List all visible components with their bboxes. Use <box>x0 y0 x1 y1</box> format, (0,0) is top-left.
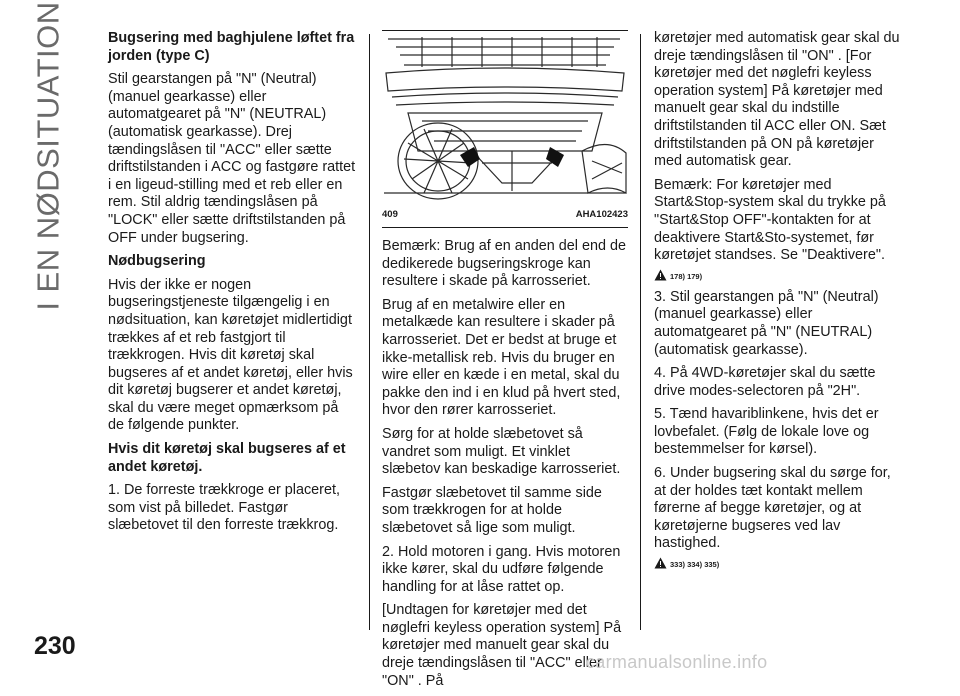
figure-number: 409 <box>382 209 398 221</box>
paragraph: 5. Tænd havariblinkene, hvis det er lovbefalet. (Følg de lokale love og bestemmelser for kørsel). <box>654 406 879 458</box>
paragraph: Sørg for at holde slæbetovet så vandret som muligt. Et vinklet slæbetov kan beskadige karrosseriet. <box>382 425 621 478</box>
column-divider <box>640 34 641 630</box>
warning-reference <box>654 269 904 281</box>
paragraph: [Undtagen for køretøjer med det nøglefri keyless operation system] På køretøjer med manuelt gear skal du dreje tændingslåsen til "ACC" eller "ON" . På <box>382 602 622 689</box>
column-divider <box>369 34 370 630</box>
chapter-tab <box>14 1 84 311</box>
paragraph: 6. Under bugsering skal du sørge for, at der holdes tæt kontakt mellem førerne af begge køretøjer, og at køretøjerne bugseres ved lav hastighed. <box>654 465 891 552</box>
paragraph: Hvis der ikke er nogen bugseringstjeneste tilgængelig i en nødsituation, kan køretøjet midlertidigt trækkes af et reb fastgjort til trækkrogen. Hvis dit køretøj skal bugseres af et andet køretøj, eller hvis dit køretøj bugserer et andet køretøj, skal du være meget opmærksom på de følgende punkter. <box>108 276 353 434</box>
vehicle-front-illustration <box>382 33 628 203</box>
paragraph: 2. Hold motoren i gang. Hvis motoren ikke kører, skal du udføre følgende handling for at låse rattet op. <box>382 543 621 595</box>
paragraph: Brug af en metalwire eller en metalkæde kan resultere i skader på karrosseriet. Det er bedst at bruge et ikke-metallisk reb. Hvis du bruger en wire eller en kæde i en metal, skal du pakke den ind i en klud på hvert sted, hvor den rører karrosseriet. <box>382 296 621 419</box>
heading-rear-wheels-lifted: Bugsering med baghjulene løftet fra jorden (type C) <box>108 30 355 64</box>
towing-hook-figure <box>382 30 628 228</box>
warning-reference <box>654 557 904 569</box>
page-number: 230 <box>34 632 76 660</box>
column-1 <box>108 30 358 541</box>
paragraph: 1. De forreste trækkroge er placeret, som vist på billedet. Fastgør slæbetovet til den forreste trækkrog. <box>108 482 340 534</box>
figure-code: AHA102423 <box>575 209 628 221</box>
warning-triangle-icon <box>654 269 667 281</box>
warning-ref-numbers: 333) 334) 335) <box>670 560 720 570</box>
paragraph: Bemærk: Brug af en anden del end de dedikerede bugseringskroge kan resultere i skade på karrosseriet. <box>382 238 627 290</box>
watermark: carmanualsonline.info <box>586 652 768 672</box>
paragraph: 3. Stil gearstangen på "N" (Neutral) (manuel gearkasse) eller automatgearet på "N" (NEUTRAL) (automatisk gearkasse). <box>654 288 879 358</box>
heading-emergency-towing: Nødbugsering <box>108 253 206 270</box>
warning-ref-numbers: 178) 179) <box>670 271 703 281</box>
paragraph: køretøjer med automatisk gear skal du dreje tændingslåsen til "ON" . [For køretøjer med det nøglefri keyless operation system] På køretøjer med manuelt gear skal du indstille driftstilstanden til ACC eller ON. Sæt driftstilstanden på ON på køretøjer med automatisk gear. <box>654 30 900 170</box>
chapter-tab-label: I EN NØDSITUATION <box>31 1 67 311</box>
paragraph: Stil gearstangen på "N" (Neutral) (manuel gearkasse) eller automatgearet på "N" (NEUTRAL) (automatisk gearkasse). Drej tændingslåsen til "ACC" eller sætte driftstilstanden i ACC og fastgøre rattet i en ligeud-stilling med et reb eller en rem. Stil aldrig tændingslåsen på "LOCK" eller sætte driftstilstanden på OFF under bugsering. <box>108 71 356 246</box>
paragraph: Bemærk: For køretøjer med Start&Stop-system skal du trykke på "Start&Stop OFF"-kontakten for at deaktivere Start&Sto-systemet, før køretøjet standses. Se "Deaktivere". <box>654 176 886 264</box>
paragraph: Fastgør slæbetovet til samme side som trækkrogen for at holde slæbetovet så lige som muligt. <box>382 484 602 536</box>
column-3 <box>654 30 904 577</box>
paragraph: 4. På 4WD-køretøjer skal du sætte drive modes-selectoren på "2H". <box>654 365 876 399</box>
column-2 <box>382 30 628 696</box>
warning-triangle-icon <box>654 557 667 569</box>
heading-towed-by-other: Hvis dit køretøj skal bugseres af et andet køretøj. <box>108 441 346 475</box>
